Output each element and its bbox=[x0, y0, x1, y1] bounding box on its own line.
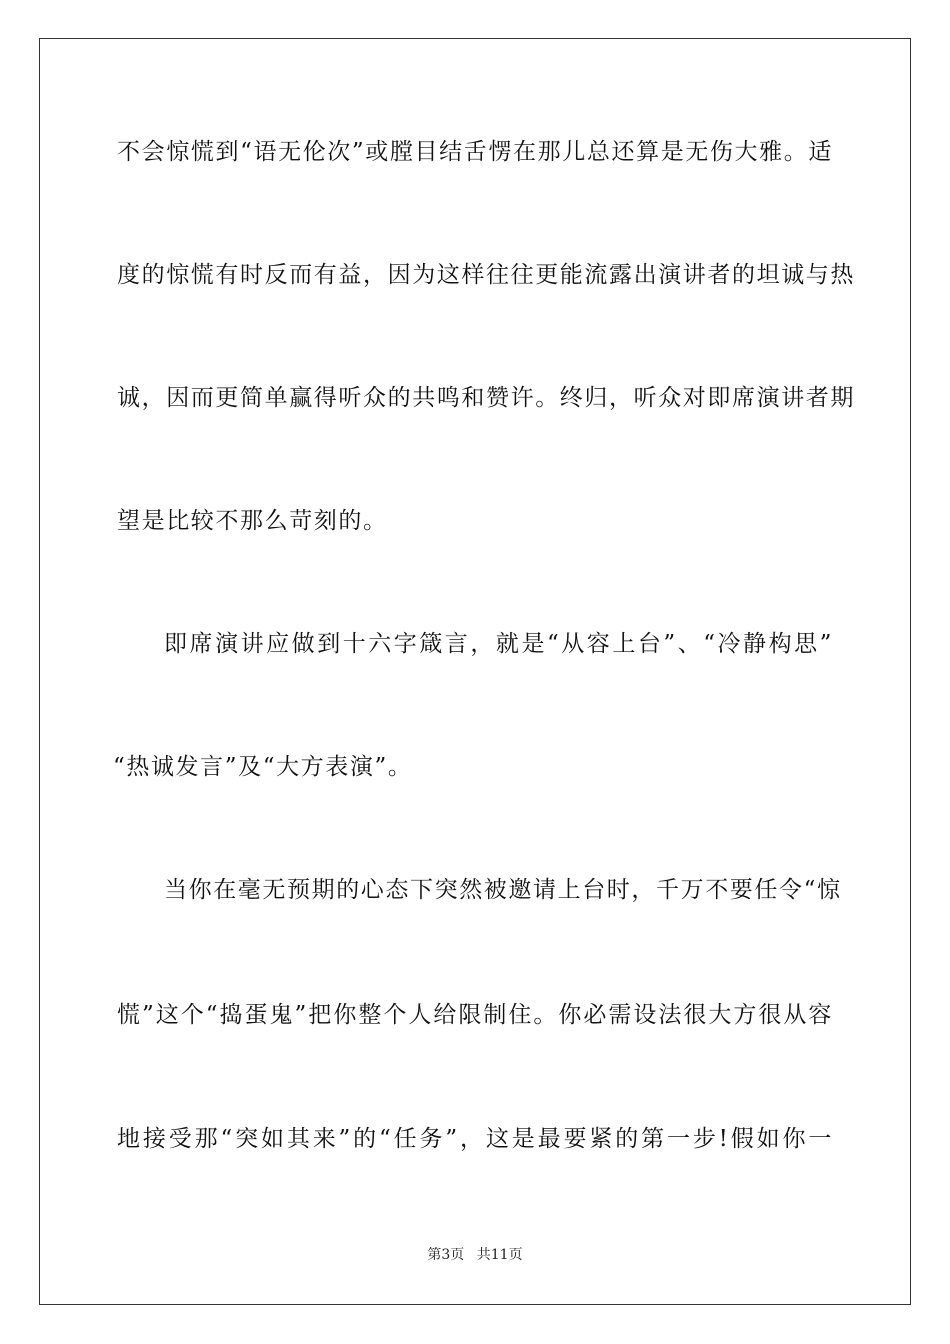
page-footer bbox=[0, 1246, 950, 1264]
page-border bbox=[39, 38, 911, 1305]
text-line: 不会惊慌到“语无伦次”或膛目结舌愣在那儿总还算是无伤大雅。适 bbox=[117, 139, 833, 165]
text-line: 当你在毫无预期的心态下突然被邀请上台时，千万不要任令“惊 bbox=[164, 877, 842, 903]
text-line: 慌”这个“捣蛋鬼”把你整个人给限制住。你必需设法很大方很从容 bbox=[117, 1002, 833, 1028]
page-count: 共11页 bbox=[476, 1247, 523, 1263]
page-number: 第3页 bbox=[427, 1247, 465, 1263]
text-line: 诚，因而更简单赢得听众的共鸣和赞许。终归，听众对即席演讲者期 bbox=[117, 385, 855, 411]
text-line: “热诚发言”及“大方表演”。 bbox=[113, 754, 413, 780]
text-line: 望是比较不那么苛刻的。 bbox=[117, 508, 388, 534]
text-line: 即席演讲应做到十六字箴言，就是“从容上台”、“冷静构思” bbox=[164, 631, 833, 657]
text-line: 地接受那“突如其来”的“任务”，这是最要紧的第一步!假如你一 bbox=[117, 1126, 833, 1152]
text-line: 度的惊慌有时反而有益，因为这样往往更能流露出演讲者的坦诚与热 bbox=[117, 262, 855, 288]
